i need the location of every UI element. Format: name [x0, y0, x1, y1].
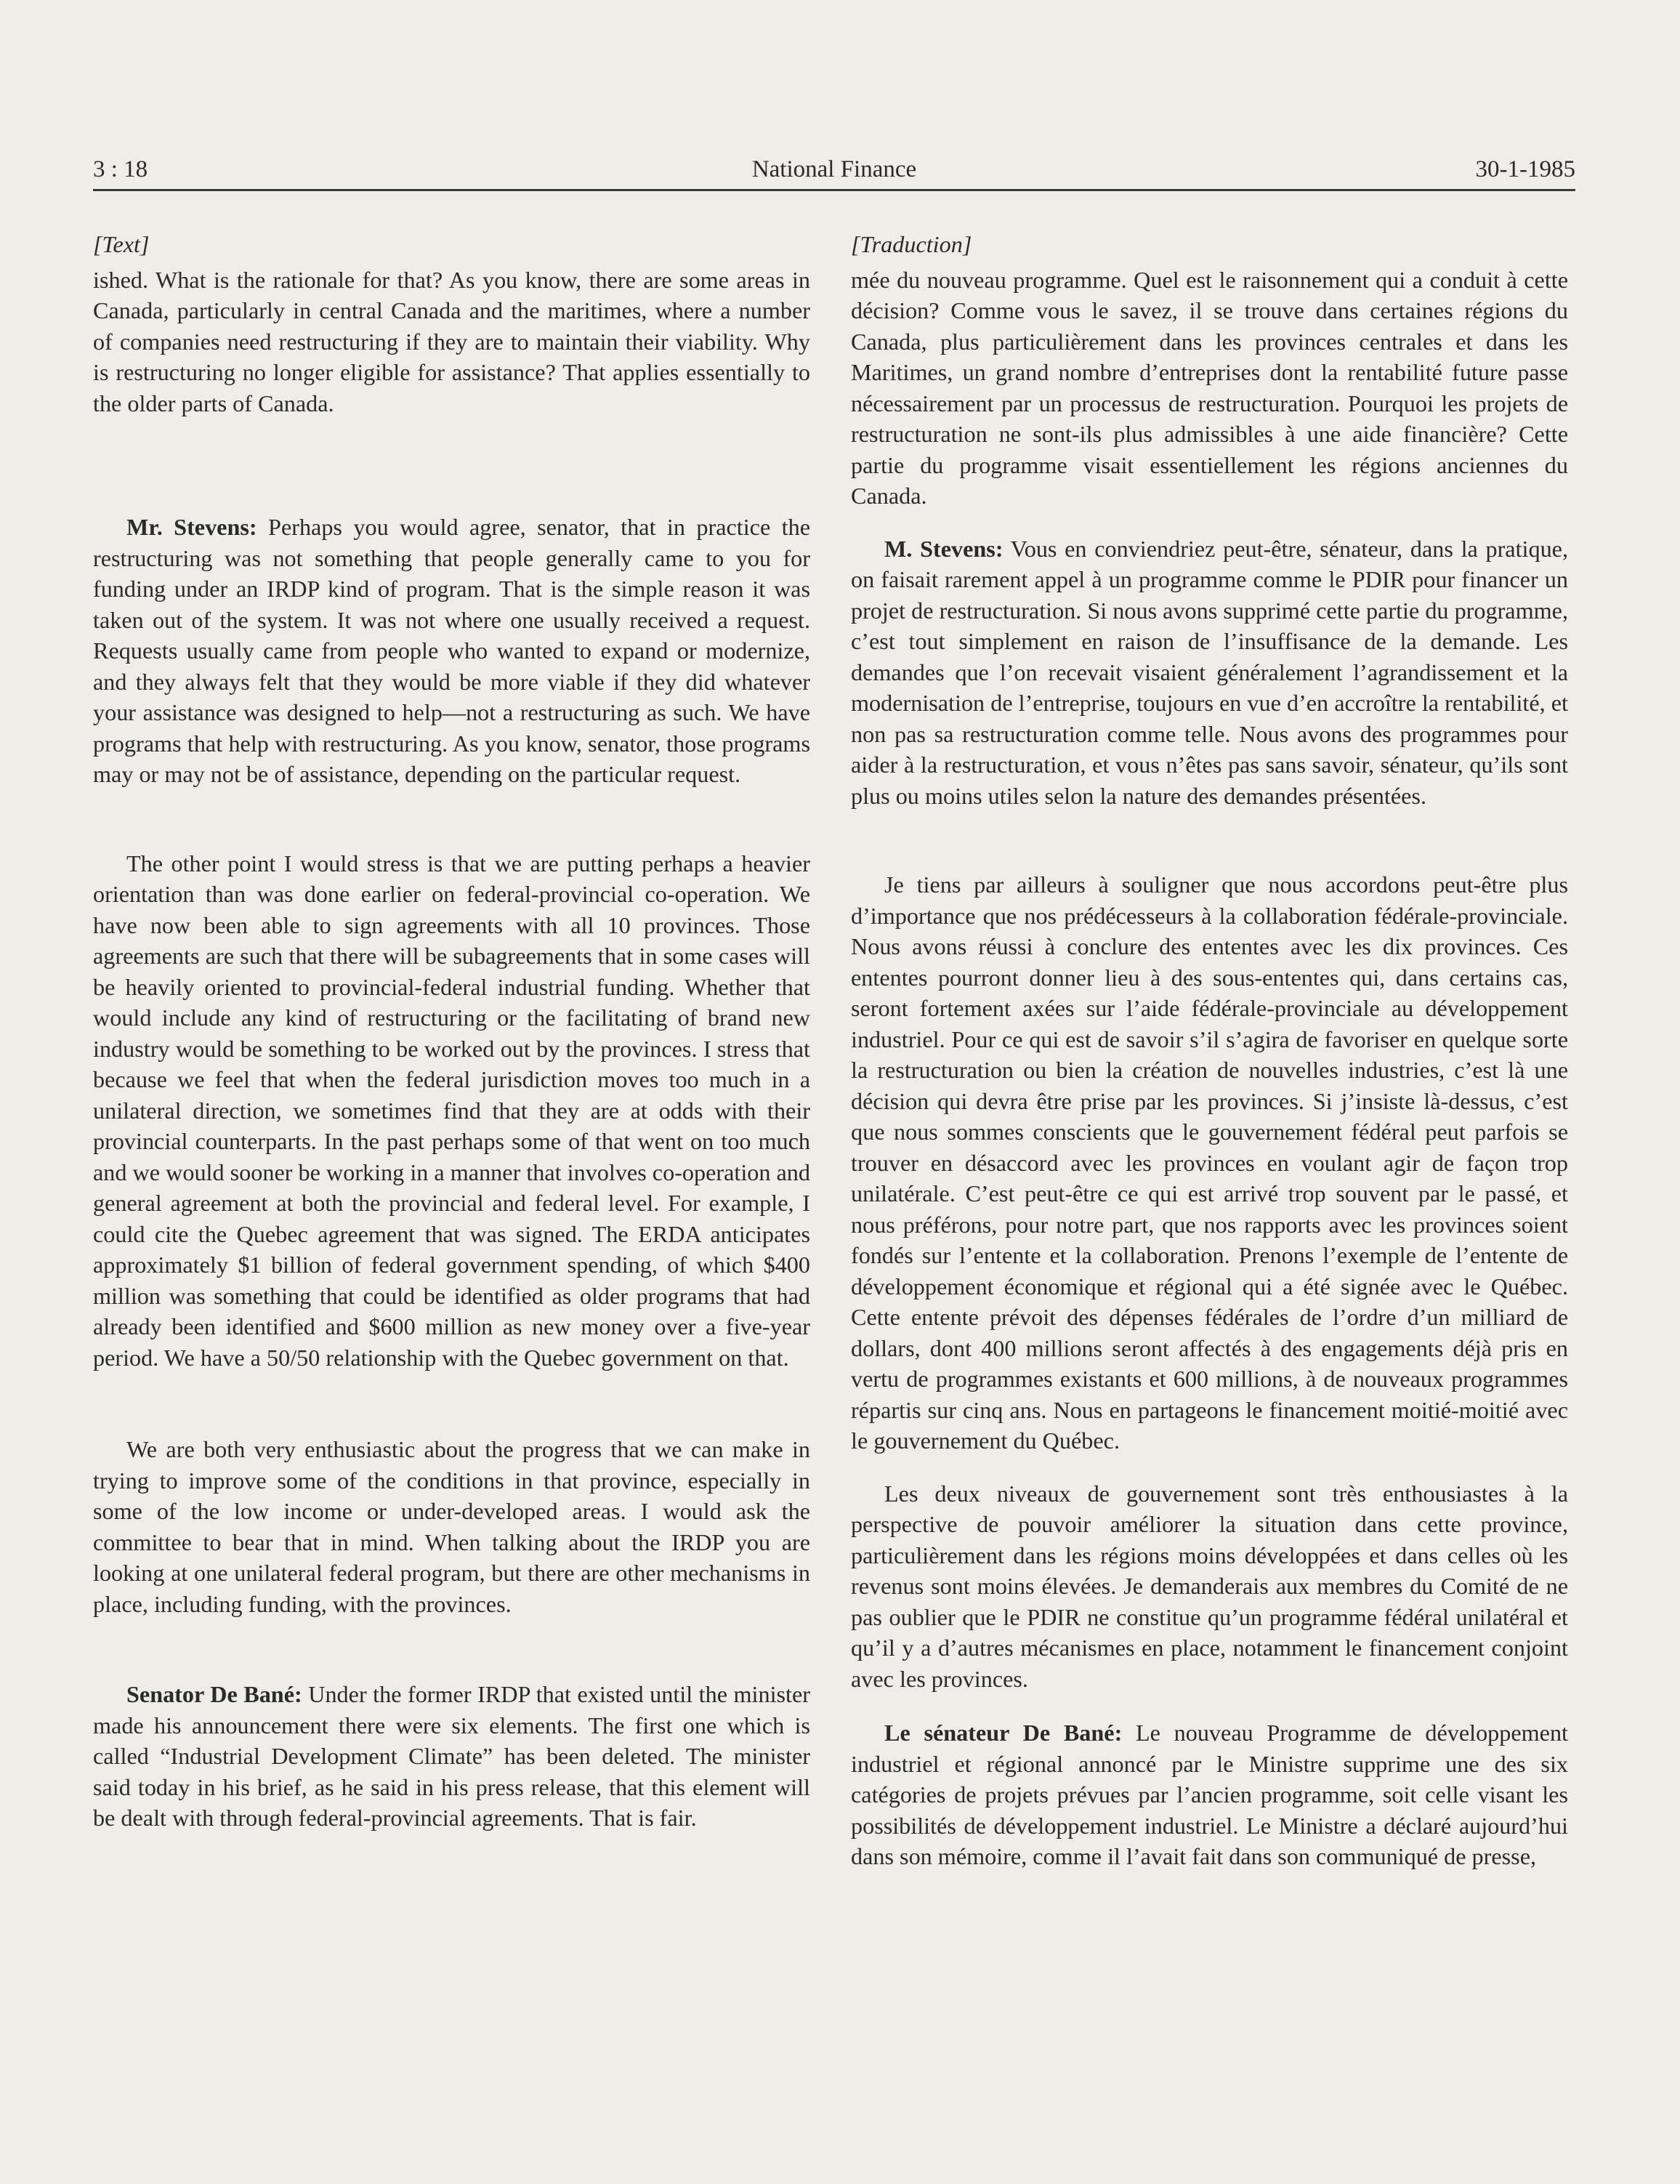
paragraph: [851, 1717, 1568, 1872]
french-column: [851, 229, 1568, 1872]
paragraph-text: mée du nouveau programme. Quel est le raisonnement qui a conduit à cette décision? Comme vous le savez, il se trouve dans certaines régions du Canada, plus particulièrement dans les provinces centrales et dans les Maritimes, un grand nombre d’entreprises dont la rentabilité future passe nécessairement par un processus de restructuration. Pourquoi les projets de restructuration ne sont-ils plus admissibles à une aide financière? Cette partie du programme visait essentiellement les régions anciennes du Canada.: [851, 266, 1568, 509]
paragraph: [851, 265, 1568, 512]
page-number: 3 : 18: [93, 156, 148, 182]
page-header: [93, 145, 1575, 191]
paragraph: [93, 1679, 810, 1834]
speaker-name: M. Stevens:: [884, 535, 1003, 562]
paragraph-text: Le nouveau Programme de développement industriel et régional annoncé par le Ministre supprime une des six catégories de projets prévues par l’ancien programme, soit celle visant les possibilités de développement industriel. Le Ministre a déclaré aujourd’hui dans son mémoire, comme il l’avait fait dans son communiqué de presse,: [851, 1720, 1568, 1869]
paragraph-text: Vous en conviendriez peut-être, sénateur, dans la pratique, on faisait rarement appel à un programme comme le PDIR pour financer un projet de restructuration. Si nous avons supprimé cette partie du programme, c’est tout simplement en raison de l’insuffisance de la demande. Les demandes que l’on recevait visaient généralement l’agrandissement et la modernisation de l’entreprise, toujours en vue d’en accroître la rentabilité, et non pas sa restructuration comme telle. Nous avons des programmes pour aider à la restructuration, et vous n’êtes pas sans savoir, sénateur, qu’ils sont plus ou moins utiles selon la nature des demandes présentées.: [851, 535, 1568, 809]
paragraph-text: Under the former IRDP that existed until the minister made his announcement there were six elements. The first one which is called “Industrial Development Climate” has been deleted. The minister said today in his brief, as he said in his press release, that this element will be dealt with through federal-provincial agreements. That is fair.: [93, 1681, 810, 1831]
running-title: National Finance: [751, 156, 917, 182]
paragraph-text: The other point I would stress is that we are putting perhaps a heavier orientation than was done earlier on federal-provincial co-operation. We have now been able to sign agreements with all 10 provinces. Those agreements are such that there will be subagreements that in some cases will be heavily oriented to provincial-federal industrial funding. Whether that would include any kind of restructuring or the facilitating of brand new industry would be something to be worked out by the provinces. I stress that because we feel that when the federal jurisdiction moves too much in a unilateral direction, we sometimes find that they are at odds with their provincial counterparts. In the past perhaps some of that went on too much and we would sooner be working in a manner that involves co-operation and general agreement at both the provincial and federal level. For example, I could cite the Quebec agreement that was signed. The ERDA anticipates approximately $1 billion of federal government spending, of which $400 million was something that could be identified as older programs that had already been identified and $600 million as new money over a five-year period. We have a 50/50 relationship with the Quebec government on that.: [93, 850, 810, 1371]
paragraph-text: ished. What is the rationale for that? As you know, there are some areas in Canada, particularly in central Canada and the maritimes, where a number of companies need restructuring if they are to maintain their viability. Why is restructuring no longer eligible for assistance? That applies essentially to the older parts of Canada.: [93, 266, 810, 416]
english-column: [93, 229, 810, 1834]
paragraph: [851, 533, 1568, 812]
column-label: [Text]: [93, 231, 150, 257]
paragraph-text: Les deux niveaux de gouvernement sont très enthousiastes à la perspective de pouvoir améliorer la situation dans cette province, particulièrement dans les régions moins développées et dans celles où les revenus sont moins élevées. Je demanderais aux membres du Comité de ne pas oublier que le PDIR ne constitue qu’un programme fédéral unilatéral et qu’il y a d’autres mécanismes en place, notamment le financement conjoint avec les provinces.: [851, 1480, 1568, 1692]
column-label: [Traduction]: [851, 231, 972, 257]
speaker-name: Mr. Stevens:: [126, 514, 257, 540]
paragraph-text: Perhaps you would agree, senator, that in practice the restructuring was not something that people generally came to you for funding under an IRDP kind of program. That is the simple reason it was taken out of the system. It was not where one usually received a request. Requests usually came from people who wanted to expand or modernize, and they always felt that they would be more viable if they did whatever your assistance was designed to help—not a restructuring as such. We have programs that help with restructuring. As you know, senator, those programs may or may not be of assistance, depending on the particular request.: [93, 514, 810, 787]
speaker-name: Senator De Bané:: [126, 1681, 302, 1707]
paragraph: [93, 1434, 810, 1619]
paragraph-text: We are both very enthusiastic about the progress that we can make in trying to improve some of the conditions in that province, especially in some of the low income or under-developed areas. I would ask the committee to bear that in mind. When talking about the IRDP you are looking at one unilateral federal program, but there are other mechanisms in place, including funding, with the provinces.: [93, 1436, 810, 1617]
header-date: 30-1-1985: [1475, 156, 1575, 182]
speaker-name: Le sénateur De Bané:: [884, 1720, 1123, 1746]
paragraph: [93, 512, 810, 790]
paragraph-text: Je tiens par ailleurs à souligner que nous accordons peut-être plus d’importance que nos prédécesseurs à la collaboration fédérale-provinciale. Nous avons réussi à conclure des ententes avec les dix provinces. Ces ententes pourront donner lieu à des sous-ententes qui, dans certains cas, seront fortement axées sur l’aide fédérale-provinciale au développement industriel. Pour ce qui est de savoir s’il s’agira de favoriser en quelque sorte la restructuration ou bien la création de nouvelles industries, c’est là une décision qui devra être prise par les provinces. Si j’insiste là-dessus, c’est que nous sommes conscients que le gouvernement fédéral peut parfois se trouver en désaccord avec les provinces en voulant agir de façon trop unilatérale. C’est peut-être ce qui est arrivé trop souvent par le passé, et nous préférons, pour notre part, que nos rapports avec les provinces soient fondés sur l’entente et la collaboration. Prenons l’exemple de l’entente de développement économique et régional qui a été signée avec le Québec. Cette entente prévoit des dépenses fédérales de l’ordre d’un milliard de dollars, dont 400 millions seront affectés à des engagements déjà pris en vertu de programmes existants et 600 millions, à de nouveaux programmes répartis sur cinq ans. Nous en partageons le financement moitié-moitié avec le gouvernement du Québec.: [851, 871, 1568, 1454]
paragraph: [93, 848, 810, 1374]
paragraph: [93, 265, 810, 419]
paragraph: [851, 869, 1568, 1456]
paragraph: [851, 1478, 1568, 1695]
